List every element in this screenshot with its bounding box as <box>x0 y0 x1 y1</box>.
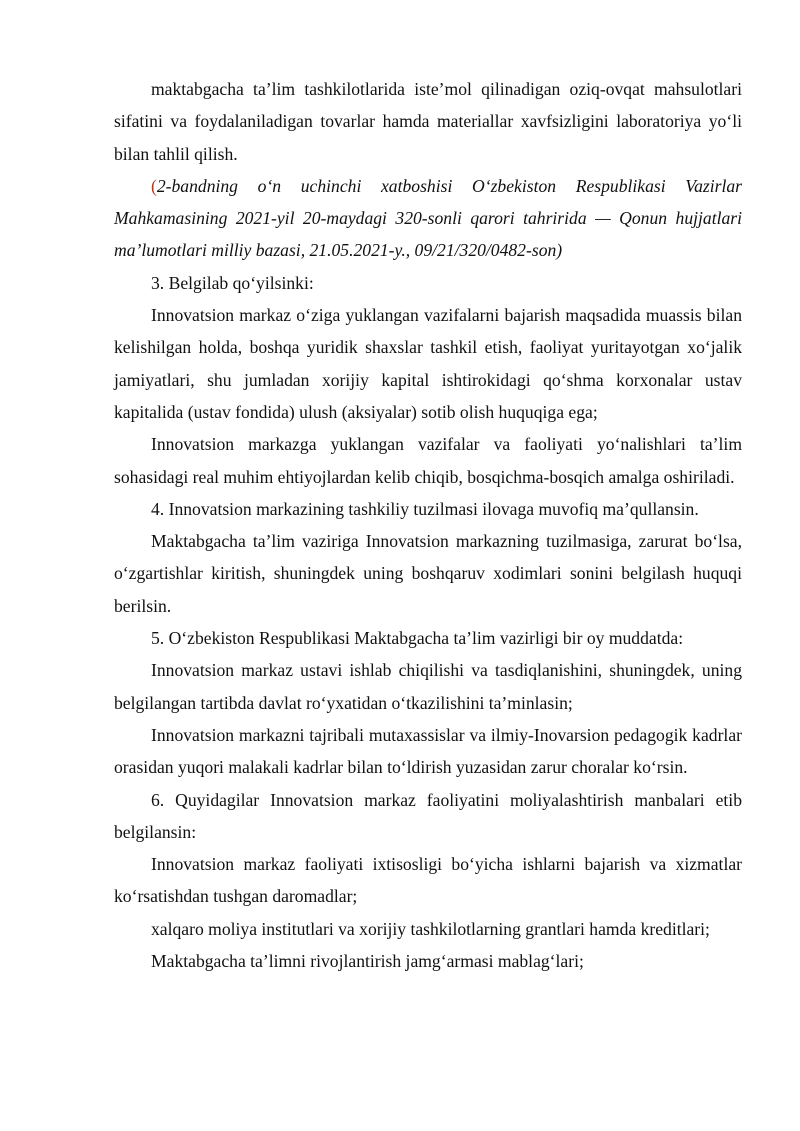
document-page <box>114 73 742 977</box>
paragraph-item-3-heading: 3. Belgilab qo‘yilsinki: <box>151 272 314 293</box>
note-open-paren: ( <box>151 175 157 196</box>
paragraph-item-4-minister: Maktabgacha ta’lim vaziriga Innovatsion markazning tuzilmasiga, zarurat bo‘lsa, o‘zgartishlar kiritish, shuningdek uning boshqaruv xodimlari sonini belgilash huquqi berilsin. <box>114 531 742 616</box>
paragraph-item-3-rights: Innovatsion markaz o‘ziga yuklangan vazifalarni bajarish maqsadida muassis bilan kelishilgan holda, boshqa yuridik shaxslar tashkil etish, faoliyat yuritayotgan xo‘jalik jamiyatlari, shu jumladan xorijiy kapital ishtirokidagi qo‘shma korxonalar ustav kapitalida (ustav fondida) ulush (aksiyalar) sotib olish huquqiga ega; <box>114 305 742 422</box>
paragraph-item-4-heading: 4. Innovatsion markazining tashkiliy tuzilmasi ilovaga muvofiq ma’qullansin. <box>151 498 699 519</box>
note-text: 2-bandning o‘n uchinchi xatboshisi O‘zbekiston Respublikasi Vazirlar Mahkamasining 2021-yil 20-maydagi 320-sonli qarori tahririda — Qonun hujjatlari ma’lumotlari milliy bazasi, 21.05.2021-y., 09/21/320/0482-son) <box>114 175 742 261</box>
amendment-note <box>114 170 742 267</box>
paragraph-item-5-staffing: Innovatsion markazni tajribali mutaxassislar va ilmiy-Inovarsion pedagogik kadrlar orasidan yuqori malakali kadrlar bilan to‘ldirish yuzasidan zarur choralar ko‘rsin. <box>114 724 742 778</box>
paragraph-item-5-charter: Innovatsion markaz ustavi ishlab chiqilishi va tasdiqlanishini, shuningdek, uning belgilangan tartibda davlat ro‘yxatidan o‘tkazilishini ta’minlasin; <box>114 660 742 713</box>
paragraph-item-6-grants: xalqaro moliya institutlari va xorijiy tashkilotlarning grantlari hamda kreditlari; <box>151 918 710 939</box>
paragraph-item-6-heading: 6. Quyidagilar Innovatsion markaz faoliyatini moliyalashtirish manbalari etib belgilansin: <box>114 789 742 842</box>
paragraph-item-6-fund: Maktabgacha ta’limni rivojlantirish jamg‘armasi mablag‘lari; <box>151 951 584 972</box>
paragraph-lab-analysis: maktabgacha ta’lim tashkilotlarida iste’mol qilinadigan oziq-ovqat mahsulotlari sifatini va foydalaniladigan tovarlar hamda materiallar xavfsizligini laboratoriya yo‘li bilan tahlil qilish. <box>114 79 742 164</box>
paragraph-item-5-heading: 5. O‘zbekiston Respublikasi Maktabgacha ta’lim vazirligi bir oy muddatda: <box>151 628 684 649</box>
paragraph-item-6-income: Innovatsion markaz faoliyati ixtisosligi bo‘yicha ishlarni bajarish va xizmatlar ko‘rsatishdan tushgan daromadlar; <box>114 854 742 907</box>
paragraph-item-3-tasks: Innovatsion markazga yuklangan vazifalar va faoliyati yo‘nalishlari ta’lim sohasidagi real muhim ehtiyojlardan kelib chiqib, bosqichma-bosqich amalga oshiriladi. <box>114 434 742 487</box>
